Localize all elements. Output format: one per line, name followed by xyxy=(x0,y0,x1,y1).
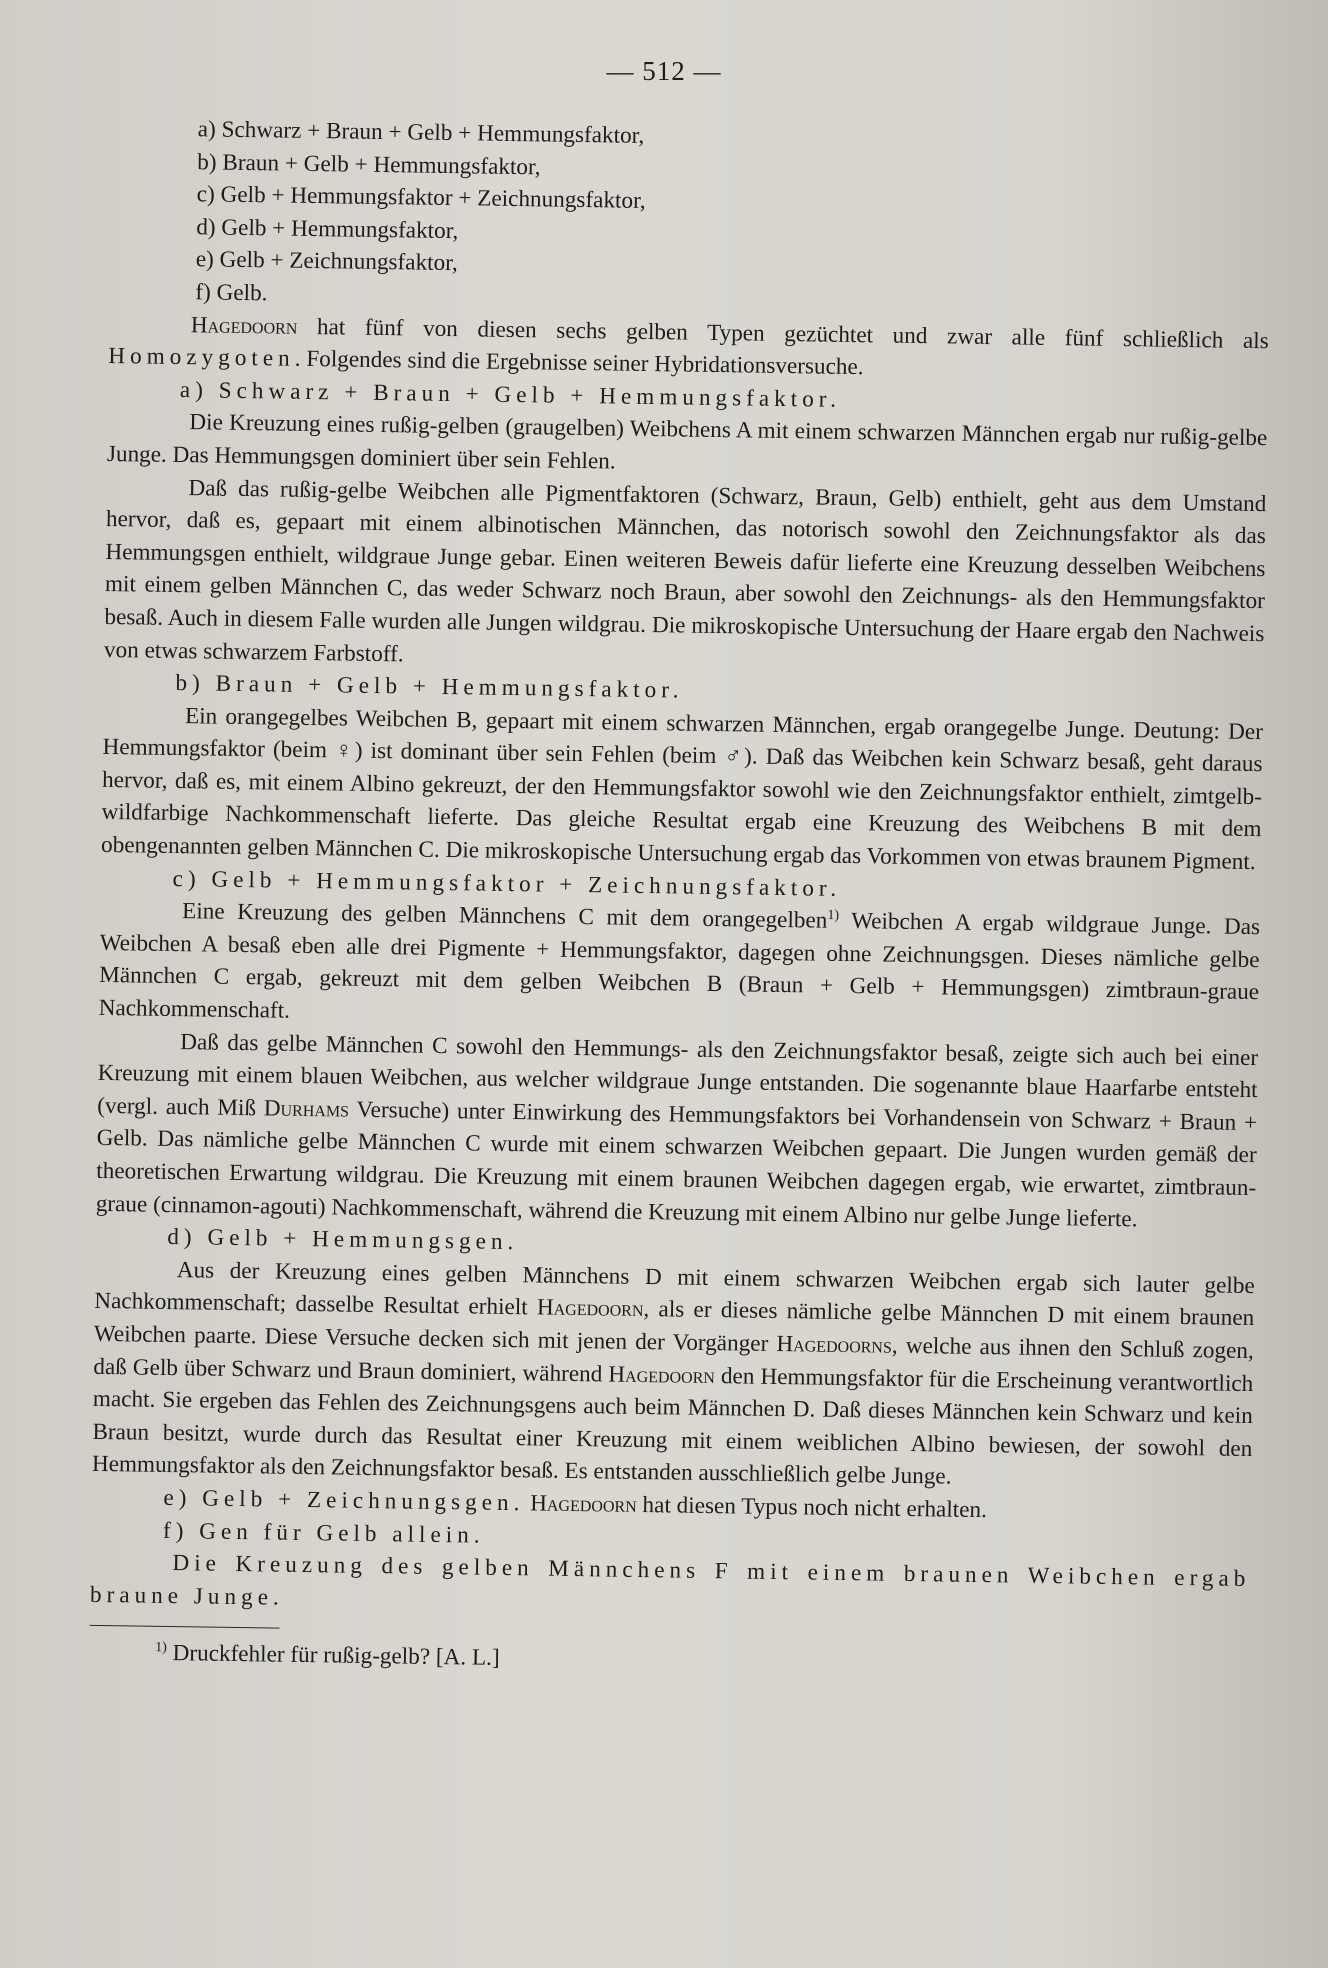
list-item: c) Gelb + Hemmungsfaktor + Zeichnungsfaktor, xyxy=(196,181,646,215)
author-name: Hagedoorn xyxy=(530,1490,637,1518)
author-name: Hagedoorns xyxy=(776,1330,893,1359)
type-list xyxy=(109,112,1272,325)
footnote-divider xyxy=(90,1625,280,1629)
page-body xyxy=(89,112,1272,1686)
section-b-heading: b) Braun + Gelb + Hemmungsfaktor. xyxy=(175,670,684,704)
author-name: Hagedoorn xyxy=(536,1294,644,1323)
section-d-heading: d) Gelb + Hemmungsgen. xyxy=(167,1224,519,1256)
section-d-paragraph-1: Aus der Kreuzung eines gelben Männchens D mit einem schwarzen Weibchen ergab sich lauter gelbe Nachkommenschaft; dasselbe Resultat erhielt Hagedoorn, als er dieses nämliche gelbe Männchen D mit einem braunen Weibchen paarte. Diese Versuche decken sich mit jenen der Vorgänger Hagedoorns, welche aus ihnen den Schluß zogen, daß Gelb über Schwarz und Braun dominiert, während Hagedoorn den Hemmungsfaktor für die Erscheinung verantwortlich macht. Sie ergeben das Fehlen des Zeichnungsgens auch beim Männchen D. Daß dieses Männchen kein Schwarz und kein Braun besitzt, wurde durch das Resultat einer Kreuzung mit einem weiblichen Albino bewiesen, der sowohl den Hemmungsfaktor als den Zeichnungsfaktor besaß. Es entstanden ausschließlich gelbe Junge. xyxy=(91,1256,1255,1490)
author-name: Durhams xyxy=(263,1095,350,1123)
section-e-heading: e) Gelb + Zeichnungsgen. xyxy=(163,1484,525,1517)
footnote: $^{1)}$ Druckfehler für rußig-gelb? [A. L.] xyxy=(155,1640,500,1672)
author-name: Hagedoorn xyxy=(608,1361,716,1389)
emphasis-homozygoten: Homozygoten xyxy=(108,343,295,372)
author-name: Hagedoorn xyxy=(190,311,298,340)
list-item: f) Gelb. xyxy=(195,279,268,307)
section-a-heading: a) Schwarz + Braun + Gelb + Hemmungsfaktor. xyxy=(179,376,842,413)
list-item: d) Gelb + Hemmungsfaktor, xyxy=(196,214,459,244)
section-a-paragraph-1: Die Kreuzung eines rußig-gelben (graugelben) Weibchens A mit einem schwarzen Männchen ergab nur rußig-gelbe Junge. Das Hemmungsgen dominiert über sein Fehlen. xyxy=(106,409,1268,475)
section-f-heading: f) Gen für Gelb allein. xyxy=(162,1517,485,1549)
list-item: e) Gelb + Zeichnungsfaktor, xyxy=(195,246,458,277)
intro-paragraph: Hagedoorn hat fünf von diesen sechs gelben Typen gezüchtet und zwar alle fünf schließlich als Homozygoten. Folgendes sind die Ergebnisse seiner Hybridationsversuche. xyxy=(108,311,1269,381)
section-a-paragraph-2: Daß das rußig-gelbe Weibchen alle Pigmentfaktoren (Schwarz, Braun, Gelb) enthielt, geht aus dem Umstand hervor, daß es, gepaart mit einem albinotischen Männchen, das notorisch sowohl den Zeichnungsfaktor als das Hemmungsgen enthielt, wildgraue Junge gebar. Einen weiteren Beweis dafür lieferte eine Kreuzung desselben Weibchens mit einem gelben Männchen C, das weder Schwarz noch Braun, aber sowohl den Zeichnungs- als den Hemmungsfaktor besaß. Auch in diesem Falle wurden alle Jungen wildgrau. Die mikroskopische Untersuchung der Haare ergab den Nachweis von etwas schwarzem Farbstoff. xyxy=(103,474,1267,667)
list-item: a) Schwarz + Braun + Gelb + Hemmungsfaktor, xyxy=(197,116,645,149)
section-c-paragraph-1: Eine Kreuzung des gelben Männchens C mit dem orangegelben$^{1)}$ Weibchen A ergab wildgraue Junge. Das Weibchen A besaß eben alle drei Pigmente + Hemmungsfaktor, dagegen ohne Zeichnungsgen. Dieses nämliche gelbe Männchen C ergab, gekreuzt mit dem gelben Weibchen B (Braun + Gelb + Hemmungsgen) zimtbraun-graue Nachkommenschaft. xyxy=(98,898,1261,1024)
section-f-paragraph-1: Die Kreuzung des gelben Männchens F mit einem braunen Weibchen ergab braune Junge. xyxy=(89,1550,1251,1611)
list-item: b) Braun + Gelb + Hemmungsfaktor, xyxy=(197,148,541,180)
page-number: — 512 — xyxy=(606,56,722,86)
section-b-paragraph-1: Ein orangegelbes Weibchen B, gepaart mit einem schwarzen Männchen, ergab orangegelbe Junge. Deutung: Der Hemmungsfaktor (beim ♀) ist dominant über sein Fehlen (beim ♂). Daß das Weibchen kein Schwarz besaß, geht daraus hervor, daß es, mit einem Albino gekreuzt, der den Hemmungsfaktor sowohl wie den Zeichnungsfaktor enthielt, zimtgelb-wildfarbige Nachkommenschaft lieferte. Das gleiche Resultat ergab eine Kreuzung des Weibchens B mit dem obengenannten gelben Männchen C. Die mikroskopische Untersuchung ergab das Vorkommen von etwas braunem Pigment. xyxy=(100,702,1264,876)
section-c-paragraph-2: Daß das gelbe Männchen C sowohl den Hemmungs- als den Zeichnungsfaktor besaß, zeigte sich auch bei einer Kreuzung mit einem blauen Weibchen, aus welcher wildgraue Junge entstanden. Die sogenannte blaue Haarfarbe entsteht (vergl. auch Miß Durhams Versuche) unter Einwirkung des Hemmungsfaktors bei Vorhandensein von Schwarz + Braun + Gelb. Das nämliche gelbe Männchen C wurde mit einem schwarzen Weibchen gepaart. Die Jungen wurden gemäß der theoretischen Erwartung wildgrau. Die Kreuzung mit einem braunen Weibchen dagegen ergab, wie erwartet, zimtbraun-graue (cinnamon-agouti) Nachkommenschaft, während die Kreuzung mit einem Albino nur gelbe Junge lieferte. xyxy=(95,1028,1259,1232)
footnote-reference: 1) xyxy=(827,908,840,924)
section-e-line: e) Gelb + Zeichnungsgen. Hagedoorn hat diesen Typus noch nicht erhalten. xyxy=(163,1484,988,1524)
footnote-mark: 1) xyxy=(155,1640,168,1656)
section-c-heading: c) Gelb + Hemmungsfaktor + Zeichnungsfaktor. xyxy=(172,865,842,902)
